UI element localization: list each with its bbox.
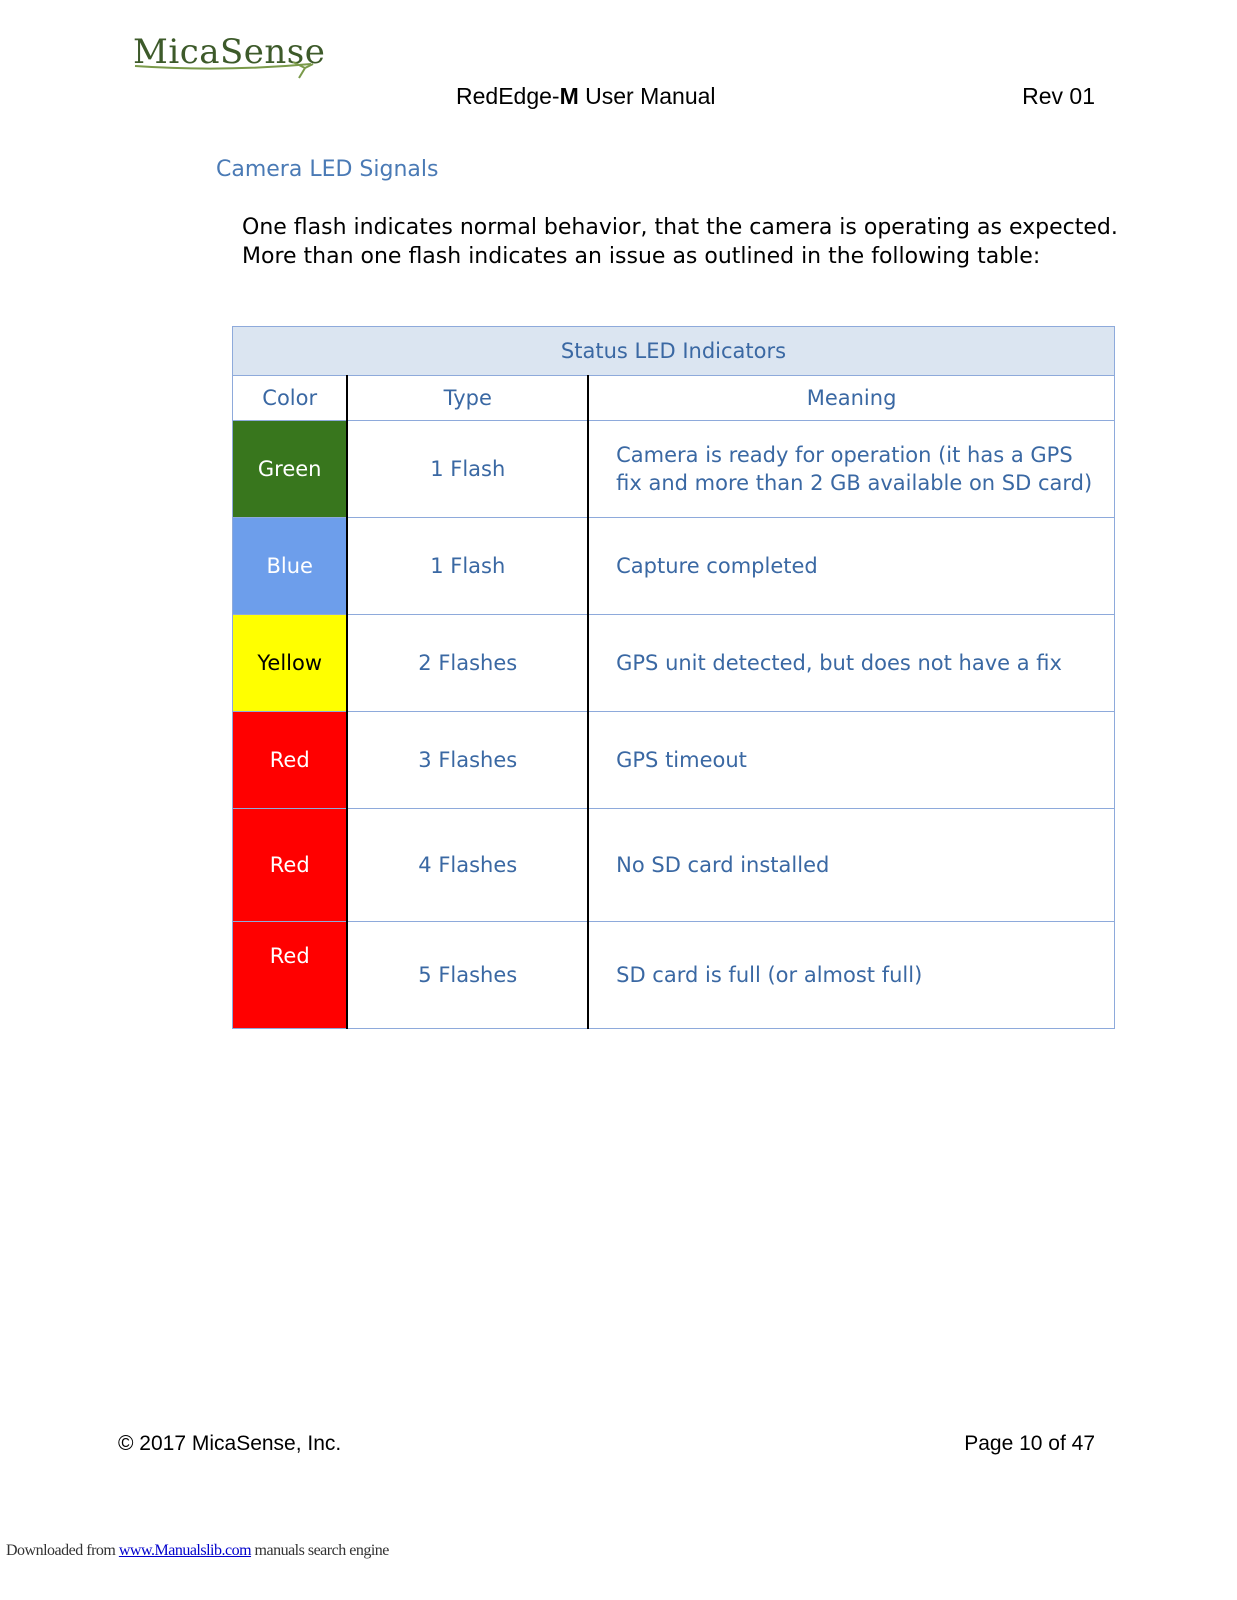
table-row (233, 518, 1115, 615)
download-suffix: manuals search engine (251, 1542, 389, 1559)
color-swatch-cell: Red (233, 922, 348, 1029)
type-cell: 1 Flash (347, 421, 588, 518)
logo-swoosh-icon (133, 56, 323, 86)
color-swatch-cell: Blue (233, 518, 348, 615)
meaning-cell (588, 421, 1114, 518)
status-led-table (232, 326, 1115, 1029)
meaning-cell: GPS timeout (588, 712, 1114, 809)
type-cell: 1 Flash (347, 518, 588, 615)
type-cell: 2 Flashes (347, 615, 588, 712)
column-header-meaning: Meaning (588, 376, 1114, 421)
title-bold: M (559, 83, 579, 109)
column-header-type: Type (347, 376, 588, 421)
meaning-line-1: Camera is ready for operation (it has a GPS (616, 443, 1073, 467)
table-title: Status LED Indicators (233, 327, 1115, 376)
intro-line-1: One flash indicates normal behavior, that the camera is operating as expected. (242, 215, 1118, 240)
page-number: Page 10 of 47 (964, 1432, 1095, 1455)
color-swatch-cell: Green (233, 421, 348, 518)
color-swatch-cell: Yellow (233, 615, 348, 712)
table-row (233, 809, 1115, 922)
title-suffix: User Manual (578, 83, 716, 109)
color-swatch-cell: Red (233, 712, 348, 809)
copyright-footer: © 2017 MicaSense, Inc. (118, 1432, 342, 1455)
intro-line-2: More than one flash indicates an issue as outlined in the following table: (242, 244, 1041, 269)
title-prefix: RedEdge- (456, 83, 560, 109)
type-cell: 4 Flashes (347, 809, 588, 922)
column-header-color: Color (233, 376, 348, 421)
table-row (233, 615, 1115, 712)
meaning-cell: Capture completed (588, 518, 1114, 615)
meaning-cell: GPS unit detected, but does not have a fix (588, 615, 1114, 712)
intro-paragraph (242, 213, 1122, 271)
revision-label: Rev 01 (1022, 83, 1095, 109)
logo-text: MicaSense (133, 32, 326, 72)
manualslib-link[interactable]: www.Manualslib.com (118, 1542, 252, 1559)
type-cell: 5 Flashes (347, 922, 588, 1029)
type-cell: 3 Flashes (347, 712, 588, 809)
meaning-cell: SD card is full (or almost full) (588, 922, 1114, 1029)
table-row (233, 712, 1115, 809)
meaning-line-2: fix and more than 2 GB available on SD card) (616, 471, 1093, 495)
meaning-cell: No SD card installed (588, 809, 1114, 922)
document-title (456, 83, 716, 110)
table-row (233, 922, 1115, 1029)
download-bar (6, 1542, 389, 1560)
download-prefix: Downloaded from (6, 1542, 119, 1559)
table-row (233, 421, 1115, 518)
section-title: Camera LED Signals (216, 157, 439, 182)
color-swatch-cell: Red (233, 809, 348, 922)
